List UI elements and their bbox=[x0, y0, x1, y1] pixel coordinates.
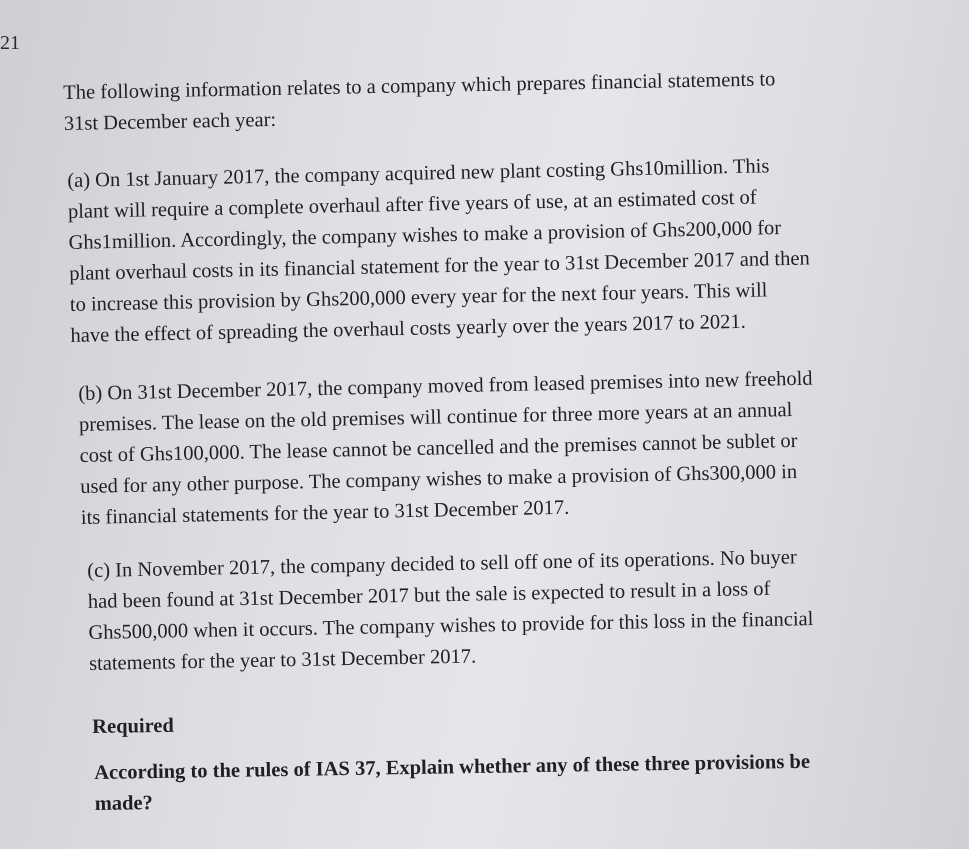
part-a-line: (a) On 1st January 2017, the company acquired new plant costing Ghs10million. This bbox=[67, 155, 770, 192]
question-number: 21 bbox=[0, 32, 20, 54]
part-b-line: used for any other purpose. The company wishes to make a provision of Ghs300,000 in bbox=[80, 460, 798, 498]
question-line: made? bbox=[94, 792, 153, 815]
question-text bbox=[94, 747, 811, 820]
part-a-line: plant will require a complete overhaul after five years of use, at an estimated cost of bbox=[67, 186, 757, 223]
intro-paragraph bbox=[63, 64, 776, 140]
part-c-line: statements for the year to 31st December 2017. bbox=[88, 645, 477, 675]
question-line: According to the rules of IAS 37, Explain whether any of these three provisions be bbox=[94, 750, 811, 784]
part-b-line: (b) On 31st December 2017, the company moved from leased premises into new freehold bbox=[78, 367, 813, 405]
part-c-line: had been found at 31st December 2017 but the sale is expected to result in a loss of bbox=[87, 577, 771, 613]
part-b-line: its financial statements for the year to 31st December 2017. bbox=[80, 496, 570, 529]
part-c-line: (c) In November 2017, the company decided to sell off one of its operations. No buyer bbox=[87, 546, 797, 582]
intro-line: The following information relates to a company which prepares financial statements to bbox=[63, 68, 776, 104]
part-a-line: have the effect of spreading the overhaul costs yearly over the years 2017 to 2021. bbox=[70, 310, 746, 347]
part-a-line: plant overhaul costs in its financial statement for the year to 31st December 2017 and then bbox=[69, 247, 810, 285]
part-a-line: Ghs1million. Accordingly, the company wishes to make a provision of Ghs200,000 for bbox=[68, 217, 782, 254]
required-heading: Required bbox=[92, 714, 174, 738]
part-a-line: to increase this provision by Ghs200,000 every year for the next four years. This will bbox=[69, 279, 768, 316]
part-a-paragraph bbox=[67, 150, 811, 351]
part-c-line: Ghs500,000 when it occurs. The company wishes to provide for this loss in the financial bbox=[88, 608, 814, 644]
part-b-paragraph bbox=[78, 364, 815, 534]
part-b-line: premises. The lease on the old premises will continue for three more years at an annual bbox=[78, 399, 793, 436]
intro-line: 31st December each year: bbox=[63, 108, 277, 135]
part-b-line: cost of Ghs100,000. The lease cannot be cancelled and the premises cannot be sublet or bbox=[79, 429, 798, 467]
part-c-paragraph bbox=[87, 542, 814, 680]
